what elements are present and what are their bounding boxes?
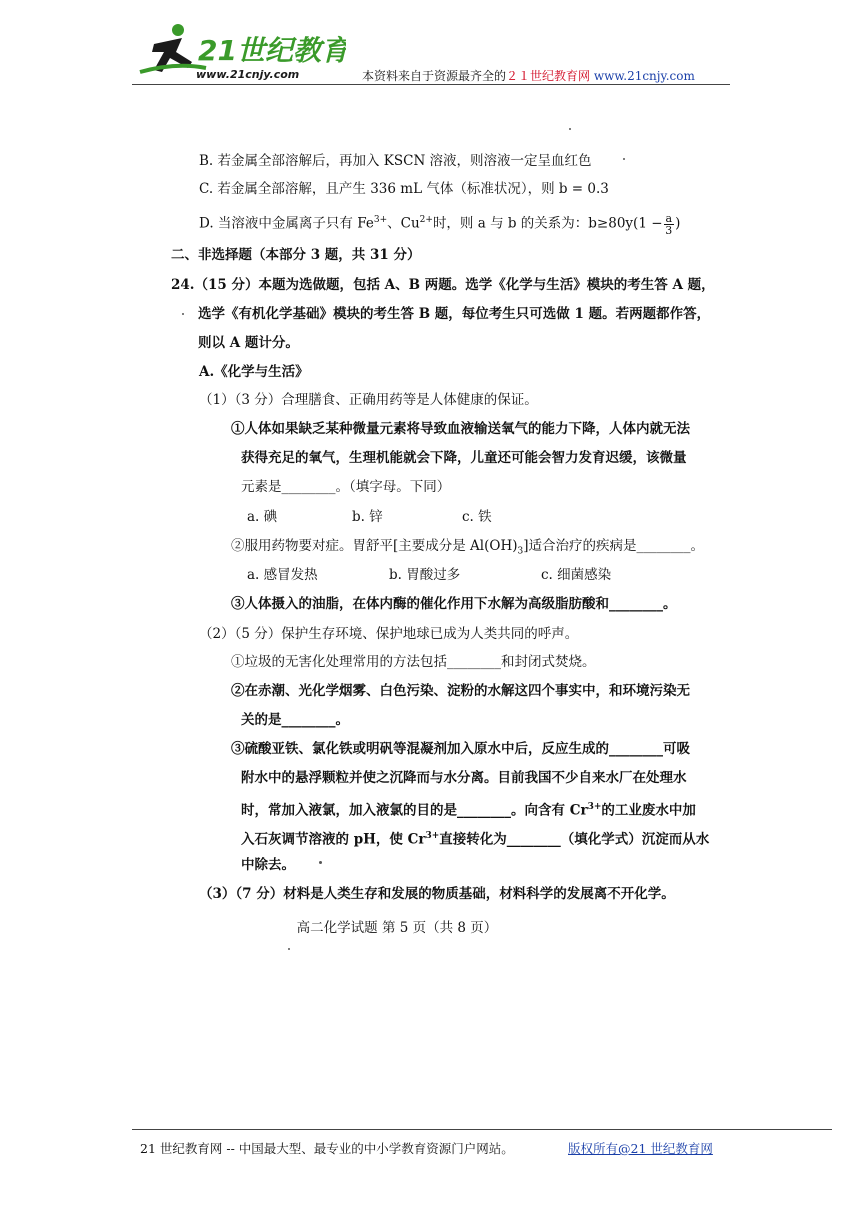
header-note-prefix: 本资料来自于资源最齐全的 (362, 69, 507, 83)
fraction-denominator: 3 (665, 223, 673, 237)
part1-q2-suffix: ]适合治疗的疾病是________。 (523, 538, 705, 554)
option-d-after: 时，则 a 与 b 的关系为：b≥80y(1 − (432, 215, 663, 232)
part1-q1-option-b: b. 锌 (352, 509, 383, 525)
header-note-url[interactable]: www.21cnjy.com (593, 69, 695, 83)
part1-q2-sub: 3 (517, 546, 524, 557)
option-d-sup1: 3+ (373, 215, 388, 225)
footer-text: 21 世纪教育网 -- 中国最大型、最专业的中小学教育资源门户网站。 (140, 1141, 514, 1156)
fraction-numerator: a (665, 211, 673, 225)
footer-divider (132, 1129, 832, 1130)
part1-q1-line3: 元素是________。（填字母。下同） (241, 479, 451, 495)
part1-q1-line2: 获得充足的氧气，生理机能就会下降，儿童还可能会智力发育迟缓，该微量 (241, 450, 687, 466)
part1-q2-option-a: a. 感冒发热 (247, 567, 318, 583)
copyright-link[interactable]: 版权所有@21 世纪教育网 (568, 1141, 713, 1156)
part2-q3-line3-prefix: 时，常加入液氯，加入液氯的目的是________。向含有 Cr (241, 802, 588, 819)
part2-q3-line3-sup: 3+ (587, 802, 602, 812)
part2-q3-line1: ③硫酸亚铁、氯化铁或明矾等混凝剂加入原水中后，反应生成的________可吸 (231, 741, 690, 757)
option-d-mid: 、Cu (387, 215, 420, 232)
part1-q3: ③人体摄入的油脂，在体内酶的催化作用下水解为高级脂肪酸和________。 (231, 596, 677, 612)
scan-speck (288, 948, 290, 950)
part2-q3-line2: 附水中的悬浮颗粒并使之沉降而与水分离。目前我国不少自来水厂在处理水 (241, 770, 687, 786)
part2-q3-line4-suffix: 直接转化为________（填化学式）沉淀而从水 (439, 831, 710, 848)
part1-q2 (231, 538, 704, 560)
header-note (362, 67, 695, 84)
part2-q3-line3 (241, 799, 696, 819)
option-d-prefix: D. 当溶液中金属离子只有 Fe (199, 215, 374, 232)
page-number: 高二化学试题 第 5 页（共 8 页） (296, 920, 498, 936)
option-b: B. 若金属全部溶解后，再加入 KSCN 溶液，则溶液一定呈血红色 (199, 153, 592, 169)
part2-q1: ①垃圾的无害化处理常用的方法包括________和封闭式焚烧。 (231, 654, 596, 670)
site-logo (136, 22, 346, 84)
part2-q3-line3-suffix: 的工业废水中加 (601, 802, 696, 819)
scan-speck (569, 128, 571, 130)
q24-line3: 则以 A 题计分。 (198, 335, 299, 351)
part3-heading: （3）（7 分）材料是人类生存和发展的物质基础，材料科学的发展离不开化学。 (199, 886, 675, 902)
part2-q3-line4-sup: 3+ (425, 831, 440, 841)
part1-q2-option-c: c. 细菌感染 (541, 567, 612, 583)
scan-speck (182, 313, 184, 315)
option-c: C. 若金属全部溶解，且产生 336 mL 气体（标准状况），则 b = 0.3 (199, 181, 609, 197)
scan-speck (623, 158, 625, 160)
part2-q3-line4-prefix: 入石灰调节溶液的 pH，使 Cr (241, 831, 426, 848)
q24-line1: 24.（15 分）本题为选做题，包括 A、B 两题。选学《化学与生活》模块的考生答 A 题， (171, 277, 715, 293)
logo-url: www.21cnjy.com (196, 68, 300, 81)
header-note-site: ２１世纪教育网 (506, 69, 591, 83)
fraction-a-over-3 (664, 213, 675, 236)
part2-q2-line1: ②在赤潮、光化学烟雾、白色污染、淀粉的水解这四个事实中，和环境污染无 (231, 683, 690, 699)
part2-heading: （2）（5 分）保护生存环境、保护地球已成为人类共同的呼声。 (199, 626, 579, 642)
option-d-sup2: 2+ (419, 215, 433, 225)
part2-q3-line5: 中除去。 (241, 857, 295, 873)
scan-speck (319, 861, 322, 864)
header-divider (132, 84, 730, 85)
part1-q2-option-b: b. 胃酸过多 (389, 567, 461, 583)
option-d (199, 212, 680, 236)
part1-q2-prefix: ②服用药物要对症。胃舒平[主要成分是 Al(OH) (231, 538, 518, 554)
part1-q1-option-c: c. 铁 (462, 509, 492, 525)
part2-q3-line4 (241, 828, 709, 848)
section-a-title: A.《化学与生活》 (199, 364, 309, 380)
part1-heading: （1）（3 分）合理膳食、正确用药等是人体健康的保证。 (199, 392, 538, 408)
logo-title: 21世纪教育 (198, 34, 346, 67)
part1-q1-option-a: a. 碘 (247, 509, 278, 525)
part1-q1-line1: ①人体如果缺乏某种微量元素将导致血液输送氧气的能力下降，人体内就无法 (231, 421, 690, 437)
option-d-close: ) (675, 215, 681, 232)
q24-line2: 选学《有机化学基础》模块的考生答 B 题，每位考生只可选做 1 题。若两题都作答， (198, 306, 711, 322)
section-heading: 二、非选择题（本部分 3 题，共 31 分） (171, 247, 421, 263)
runner-logo-icon (136, 22, 346, 84)
part2-q2-line2: 关的是________。 (241, 712, 349, 728)
